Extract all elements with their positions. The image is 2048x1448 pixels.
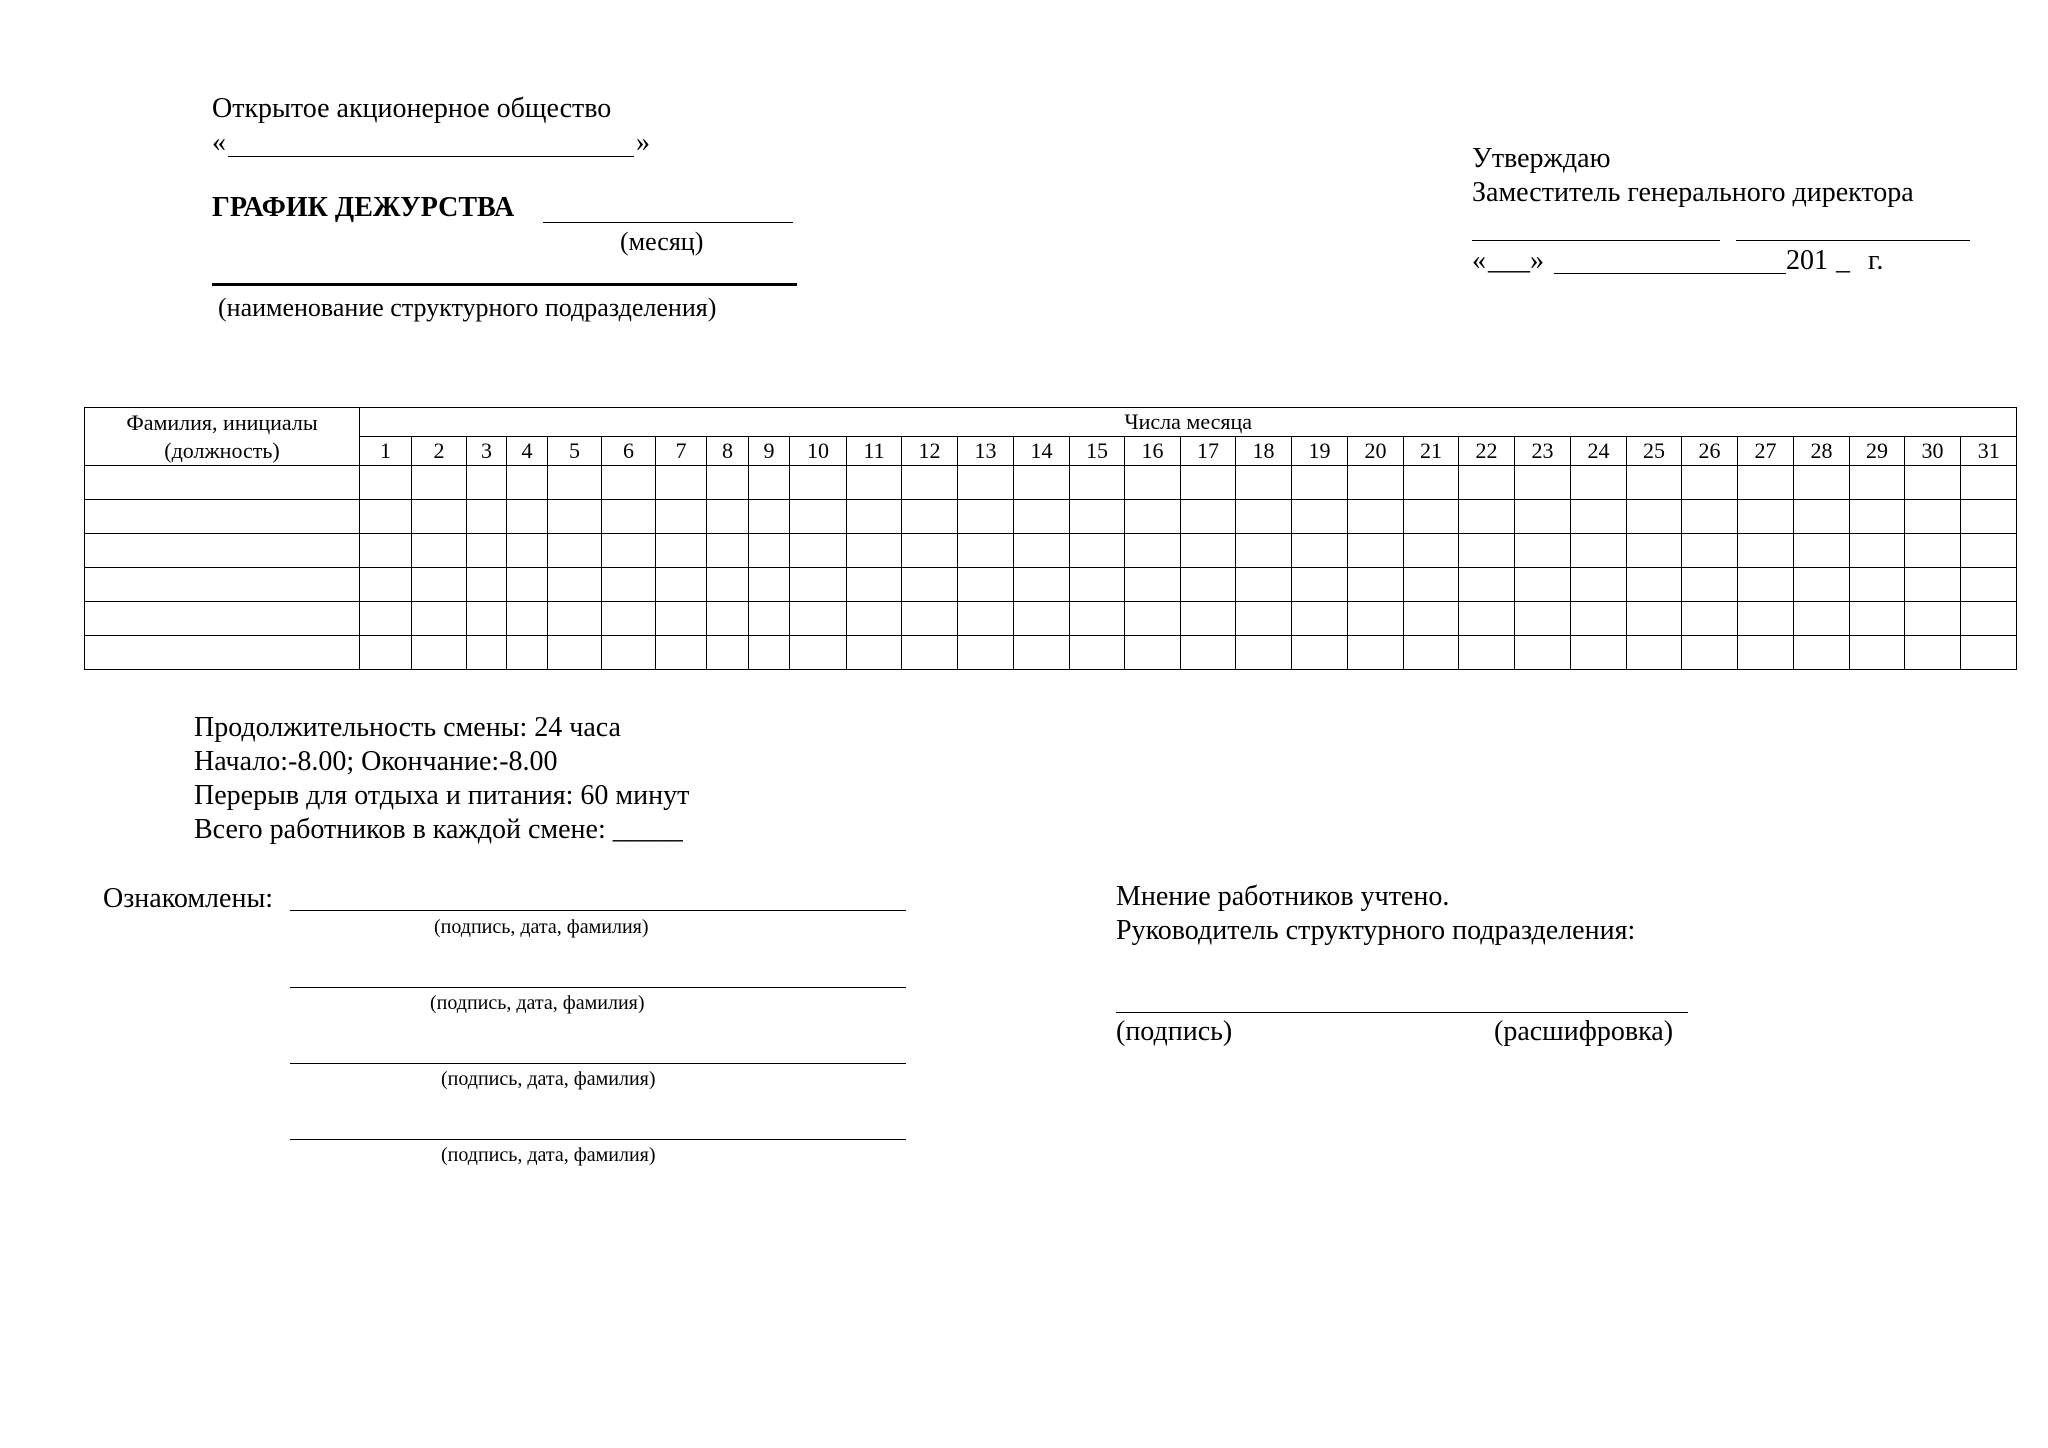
duty-cell[interactable] [1125, 500, 1181, 534]
duty-cell[interactable] [467, 636, 507, 670]
day-number-18: 18 [1236, 437, 1292, 466]
duty-cell[interactable] [790, 602, 847, 636]
duty-cell[interactable] [902, 534, 958, 568]
duty-cell[interactable] [360, 602, 412, 636]
duty-cell[interactable] [1905, 602, 1961, 636]
duty-cell[interactable] [847, 534, 902, 568]
duty-cell[interactable] [360, 466, 412, 500]
table-row [85, 466, 2017, 500]
day-number-19: 19 [1292, 437, 1348, 466]
duty-cell[interactable] [749, 568, 790, 602]
division-head-label: Руководитель структурного подразделения: [1116, 915, 1636, 946]
employee-name-cell[interactable] [85, 534, 360, 568]
month-field[interactable] [543, 222, 793, 223]
duty-cell[interactable] [1794, 534, 1850, 568]
division-field[interactable] [212, 283, 797, 286]
duty-cell[interactable] [790, 534, 847, 568]
signature-caption-4: (подпись, дата, фамилия) [441, 1144, 656, 1166]
duty-cell[interactable] [656, 568, 707, 602]
duty-cell[interactable] [507, 568, 548, 602]
duty-cell[interactable] [707, 568, 749, 602]
duty-cell[interactable] [1738, 466, 1794, 500]
duty-cell[interactable] [958, 568, 1014, 602]
duty-cell[interactable] [1181, 500, 1236, 534]
duty-cell[interactable] [1348, 534, 1404, 568]
duty-cell[interactable] [548, 636, 602, 670]
duty-cell[interactable] [1961, 500, 2017, 534]
duty-cell[interactable] [656, 466, 707, 500]
duty-cell[interactable] [1961, 602, 2017, 636]
duty-cell[interactable] [602, 568, 656, 602]
approval-year-blank[interactable]: _ [1836, 245, 1850, 276]
duty-cell[interactable] [1404, 500, 1459, 534]
approve-label: Утверждаю [1472, 143, 1611, 174]
duty-cell[interactable] [467, 534, 507, 568]
days-of-month-header: Числа месяца [360, 408, 2017, 437]
duty-cell[interactable] [847, 500, 902, 534]
duty-cell[interactable] [548, 500, 602, 534]
duty-cell[interactable] [467, 500, 507, 534]
duty-cell[interactable] [1682, 602, 1738, 636]
duty-cell[interactable] [1404, 568, 1459, 602]
duty-cell[interactable] [1236, 534, 1292, 568]
duty-cell[interactable] [1292, 602, 1348, 636]
duty-cell[interactable] [548, 534, 602, 568]
duty-cell[interactable] [707, 466, 749, 500]
duty-cell[interactable] [1961, 466, 2017, 500]
day-number-11: 11 [847, 437, 902, 466]
duty-cell[interactable] [412, 466, 467, 500]
duty-cell[interactable] [1348, 602, 1404, 636]
duty-cell[interactable] [1404, 636, 1459, 670]
day-number-4: 4 [507, 437, 548, 466]
duty-cell[interactable] [1292, 466, 1348, 500]
duty-cell[interactable] [847, 636, 902, 670]
duty-cell[interactable] [958, 534, 1014, 568]
day-number-28: 28 [1794, 437, 1850, 466]
duty-cell[interactable] [1181, 602, 1236, 636]
duty-cell[interactable] [902, 466, 958, 500]
duty-cell[interactable] [902, 602, 958, 636]
duty-cell[interactable] [1571, 534, 1627, 568]
duty-cell[interactable] [1348, 636, 1404, 670]
duty-cell[interactable] [656, 636, 707, 670]
approver-position: Заместитель генерального директора [1472, 177, 1914, 208]
duty-cell[interactable] [1515, 636, 1571, 670]
duty-cell[interactable] [1850, 568, 1905, 602]
duty-cell[interactable] [790, 500, 847, 534]
duty-cell[interactable] [507, 534, 548, 568]
day-number-2: 2 [412, 437, 467, 466]
day-number-26: 26 [1682, 437, 1738, 466]
duty-cell[interactable] [1682, 500, 1738, 534]
duty-cell[interactable] [412, 568, 467, 602]
duty-cell[interactable] [1627, 500, 1682, 534]
duty-cell[interactable] [1682, 636, 1738, 670]
day-number-16: 16 [1125, 437, 1181, 466]
duty-cell[interactable] [1738, 534, 1794, 568]
org-open-quote: « [212, 127, 226, 158]
duty-cell[interactable] [1794, 636, 1850, 670]
day-number-12: 12 [902, 437, 958, 466]
acquainted-signature-line-3[interactable] [290, 1063, 906, 1064]
duty-cell[interactable] [1348, 500, 1404, 534]
duty-cell[interactable] [656, 602, 707, 636]
day-number-17: 17 [1181, 437, 1236, 466]
approval-year-prefix: 201 [1786, 245, 1828, 276]
duty-cell[interactable] [1236, 466, 1292, 500]
employee-name-cell[interactable] [85, 568, 360, 602]
duty-cell[interactable] [1682, 534, 1738, 568]
duty-cell[interactable] [1292, 500, 1348, 534]
duty-cell[interactable] [1850, 636, 1905, 670]
duty-cell[interactable] [1850, 466, 1905, 500]
duty-cell[interactable] [1125, 636, 1181, 670]
employee-name-cell[interactable] [85, 466, 360, 500]
duty-cell[interactable] [1850, 500, 1905, 534]
duty-cell[interactable] [1682, 568, 1738, 602]
employee-name-cell[interactable] [85, 636, 360, 670]
duty-cell[interactable] [1236, 602, 1292, 636]
duty-cell[interactable] [1794, 602, 1850, 636]
day-number-29: 29 [1850, 437, 1905, 466]
day-number-31: 31 [1961, 437, 2017, 466]
name-header-line1: Фамилия, инициалы [126, 409, 318, 435]
duty-cell[interactable] [1850, 534, 1905, 568]
day-number-23: 23 [1515, 437, 1571, 466]
duty-cell[interactable] [958, 602, 1014, 636]
duty-cell[interactable] [1627, 534, 1682, 568]
duty-cell[interactable] [656, 534, 707, 568]
duty-cell[interactable] [602, 602, 656, 636]
duty-cell[interactable] [1181, 534, 1236, 568]
day-number-13: 13 [958, 437, 1014, 466]
duty-cell[interactable] [1236, 636, 1292, 670]
duty-cell[interactable] [412, 602, 467, 636]
duty-cell[interactable] [1070, 500, 1125, 534]
duty-cell[interactable] [1459, 602, 1515, 636]
duty-cell[interactable] [1459, 636, 1515, 670]
workers-per-shift: Всего работников в каждой смене: _____ [194, 814, 683, 845]
duty-cell[interactable] [1236, 568, 1292, 602]
day-number-9: 9 [749, 437, 790, 466]
signature-caption: (подпись) [1116, 1016, 1233, 1047]
duty-cell[interactable] [1794, 466, 1850, 500]
duty-cell[interactable] [1738, 568, 1794, 602]
table-row [85, 568, 2017, 602]
duty-cell[interactable] [1571, 602, 1627, 636]
signature-caption-2: (подпись, дата, фамилия) [430, 992, 645, 1014]
duty-cell[interactable] [602, 534, 656, 568]
duty-cell[interactable] [749, 636, 790, 670]
approval-year-suffix: г. [1868, 245, 1884, 276]
day-number-15: 15 [1070, 437, 1125, 466]
duty-cell[interactable] [1515, 534, 1571, 568]
shift-start-end: Начало:-8.00; Окончание:-8.00 [194, 746, 558, 777]
signature-caption-1: (подпись, дата, фамилия) [434, 916, 649, 938]
duty-cell[interactable] [1070, 636, 1125, 670]
duty-cell[interactable] [1014, 534, 1070, 568]
approval-month-field[interactable] [1554, 273, 1786, 274]
duty-cell[interactable] [1961, 636, 2017, 670]
day-numbers-row [85, 437, 2017, 466]
duty-cell[interactable] [602, 466, 656, 500]
duty-cell[interactable] [1181, 568, 1236, 602]
duty-cell[interactable] [548, 466, 602, 500]
duty-cell[interactable] [1181, 636, 1236, 670]
duty-cell[interactable] [1794, 500, 1850, 534]
duty-cell[interactable] [1070, 466, 1125, 500]
duty-cell[interactable] [1515, 602, 1571, 636]
day-number-8: 8 [707, 437, 749, 466]
duty-cell[interactable] [1125, 602, 1181, 636]
duty-cell[interactable] [1459, 466, 1515, 500]
duty-cell[interactable] [1850, 602, 1905, 636]
duty-cell[interactable] [790, 636, 847, 670]
acquainted-signature-line-1[interactable] [290, 910, 906, 911]
duty-cell[interactable] [790, 568, 847, 602]
approval-date-close-quote: » [1530, 245, 1544, 276]
duty-cell[interactable] [1961, 534, 2017, 568]
duty-cell[interactable] [1404, 534, 1459, 568]
duty-cell[interactable] [902, 568, 958, 602]
approver-name-field[interactable] [1736, 240, 1970, 241]
signature-caption-3: (подпись, дата, фамилия) [441, 1068, 656, 1090]
duty-cell[interactable] [507, 636, 548, 670]
day-number-6: 6 [602, 437, 656, 466]
duty-cell[interactable] [749, 500, 790, 534]
schedule-title: ГРАФИК ДЕЖУРСТВА [212, 192, 515, 223]
duty-cell[interactable] [1014, 500, 1070, 534]
shift-break: Перерыв для отдыха и питания: 60 минут [194, 780, 690, 811]
duty-cell[interactable] [1014, 466, 1070, 500]
duty-cell[interactable] [749, 534, 790, 568]
duty-cell[interactable] [1682, 466, 1738, 500]
duty-cell[interactable] [412, 534, 467, 568]
duty-cell[interactable] [1571, 500, 1627, 534]
duty-cell[interactable] [1070, 534, 1125, 568]
duty-cell[interactable] [507, 500, 548, 534]
duty-cell[interactable] [1571, 466, 1627, 500]
duty-cell[interactable] [467, 568, 507, 602]
shift-duration: Продолжительность смены: 24 часа [194, 712, 621, 743]
table-row [85, 500, 2017, 534]
duty-cell[interactable] [360, 568, 412, 602]
acquainted-label: Ознакомлены: [103, 883, 274, 914]
acquainted-signature-line-2[interactable] [290, 987, 906, 988]
duty-cell[interactable] [1181, 466, 1236, 500]
day-number-21: 21 [1404, 437, 1459, 466]
duty-cell[interactable] [360, 534, 412, 568]
day-number-3: 3 [467, 437, 507, 466]
duty-cell[interactable] [1961, 568, 2017, 602]
approver-signature-field[interactable] [1472, 240, 1720, 241]
duty-cell[interactable] [707, 500, 749, 534]
day-number-5: 5 [548, 437, 602, 466]
duty-cell[interactable] [1125, 534, 1181, 568]
duty-cell[interactable] [1627, 466, 1682, 500]
opinion-considered: Мнение работников учтено. [1116, 881, 1450, 912]
duty-cell[interactable] [847, 568, 902, 602]
duty-cell[interactable] [749, 602, 790, 636]
duty-cell[interactable] [1571, 636, 1627, 670]
duty-cell[interactable] [958, 500, 1014, 534]
duty-cell[interactable] [1738, 500, 1794, 534]
duty-cell[interactable] [1014, 636, 1070, 670]
duty-cell[interactable] [1738, 636, 1794, 670]
duty-cell[interactable] [1905, 500, 1961, 534]
duty-cell[interactable] [847, 602, 902, 636]
duty-cell[interactable] [467, 466, 507, 500]
duty-cell[interactable] [412, 636, 467, 670]
org-name-field[interactable] [228, 156, 634, 157]
day-number-25: 25 [1627, 437, 1682, 466]
duty-cell[interactable] [958, 466, 1014, 500]
duty-cell[interactable] [1794, 568, 1850, 602]
org-close-quote: » [636, 127, 650, 158]
name-header-line2: (должность) [164, 437, 280, 463]
duty-cell[interactable] [1292, 568, 1348, 602]
month-caption: (месяц) [620, 227, 704, 256]
day-number-24: 24 [1571, 437, 1627, 466]
duty-schedule-table [84, 407, 2017, 670]
duty-cell[interactable] [1404, 602, 1459, 636]
duty-cell[interactable] [1070, 568, 1125, 602]
table-row [85, 636, 2017, 670]
day-number-10: 10 [790, 437, 847, 466]
duty-cell[interactable] [1459, 500, 1515, 534]
day-number-22: 22 [1459, 437, 1515, 466]
approval-date-open-quote: « [1472, 245, 1486, 276]
duty-cell[interactable] [847, 466, 902, 500]
duty-cell[interactable] [602, 500, 656, 534]
duty-cell[interactable] [548, 602, 602, 636]
duty-cell[interactable] [707, 636, 749, 670]
duty-cell[interactable] [1459, 568, 1515, 602]
decoding-caption: (расшифровка) [1494, 1016, 1674, 1047]
employee-name-cell[interactable] [85, 500, 360, 534]
duty-cell[interactable] [1905, 568, 1961, 602]
duty-cell[interactable] [1905, 466, 1961, 500]
duty-cell[interactable] [1014, 602, 1070, 636]
table-row [85, 602, 2017, 636]
duty-cell[interactable] [1125, 568, 1181, 602]
duty-cell[interactable] [1515, 568, 1571, 602]
employee-name-cell[interactable] [85, 602, 360, 636]
duty-cell[interactable] [1014, 568, 1070, 602]
division-head-signature-line[interactable] [1116, 1012, 1688, 1013]
duty-cell[interactable] [548, 568, 602, 602]
duty-cell[interactable] [1571, 568, 1627, 602]
org-type-label: Открытое акционерное общество [212, 93, 612, 124]
duty-cell[interactable] [1236, 500, 1292, 534]
duty-cell[interactable] [1348, 568, 1404, 602]
duty-cell[interactable] [707, 534, 749, 568]
duty-cell[interactable] [507, 466, 548, 500]
duty-cell[interactable] [1292, 534, 1348, 568]
duty-cell[interactable] [1905, 534, 1961, 568]
approval-day-blank[interactable]: ___ [1488, 245, 1530, 276]
duty-cell[interactable] [1404, 466, 1459, 500]
day-number-14: 14 [1014, 437, 1070, 466]
day-number-27: 27 [1738, 437, 1794, 466]
duty-cell[interactable] [1905, 636, 1961, 670]
duty-cell[interactable] [958, 636, 1014, 670]
duty-cell[interactable] [360, 636, 412, 670]
day-number-20: 20 [1348, 437, 1404, 466]
duty-cell[interactable] [790, 466, 847, 500]
duty-cell[interactable] [1627, 568, 1682, 602]
day-number-7: 7 [656, 437, 707, 466]
duty-cell[interactable] [1627, 602, 1682, 636]
acquainted-signature-line-4[interactable] [290, 1139, 906, 1140]
day-number-30: 30 [1905, 437, 1961, 466]
name-column-header [85, 408, 360, 466]
duty-cell[interactable] [507, 602, 548, 636]
division-caption: (наименование структурного подразделения) [218, 293, 717, 322]
duty-cell[interactable] [902, 636, 958, 670]
duty-cell[interactable] [360, 500, 412, 534]
duty-cell[interactable] [1459, 534, 1515, 568]
duty-cell[interactable] [1292, 636, 1348, 670]
duty-cell[interactable] [707, 602, 749, 636]
duty-cell[interactable] [602, 636, 656, 670]
duty-cell[interactable] [656, 500, 707, 534]
duty-cell[interactable] [1738, 602, 1794, 636]
duty-cell[interactable] [1125, 466, 1181, 500]
duty-cell[interactable] [902, 500, 958, 534]
duty-cell[interactable] [1070, 602, 1125, 636]
duty-cell[interactable] [1627, 636, 1682, 670]
duty-cell[interactable] [1348, 466, 1404, 500]
duty-cell[interactable] [749, 466, 790, 500]
day-number-1: 1 [360, 437, 412, 466]
duty-cell[interactable] [1515, 466, 1571, 500]
duty-cell[interactable] [412, 500, 467, 534]
table-row [85, 534, 2017, 568]
duty-cell[interactable] [467, 602, 507, 636]
duty-cell[interactable] [1515, 500, 1571, 534]
